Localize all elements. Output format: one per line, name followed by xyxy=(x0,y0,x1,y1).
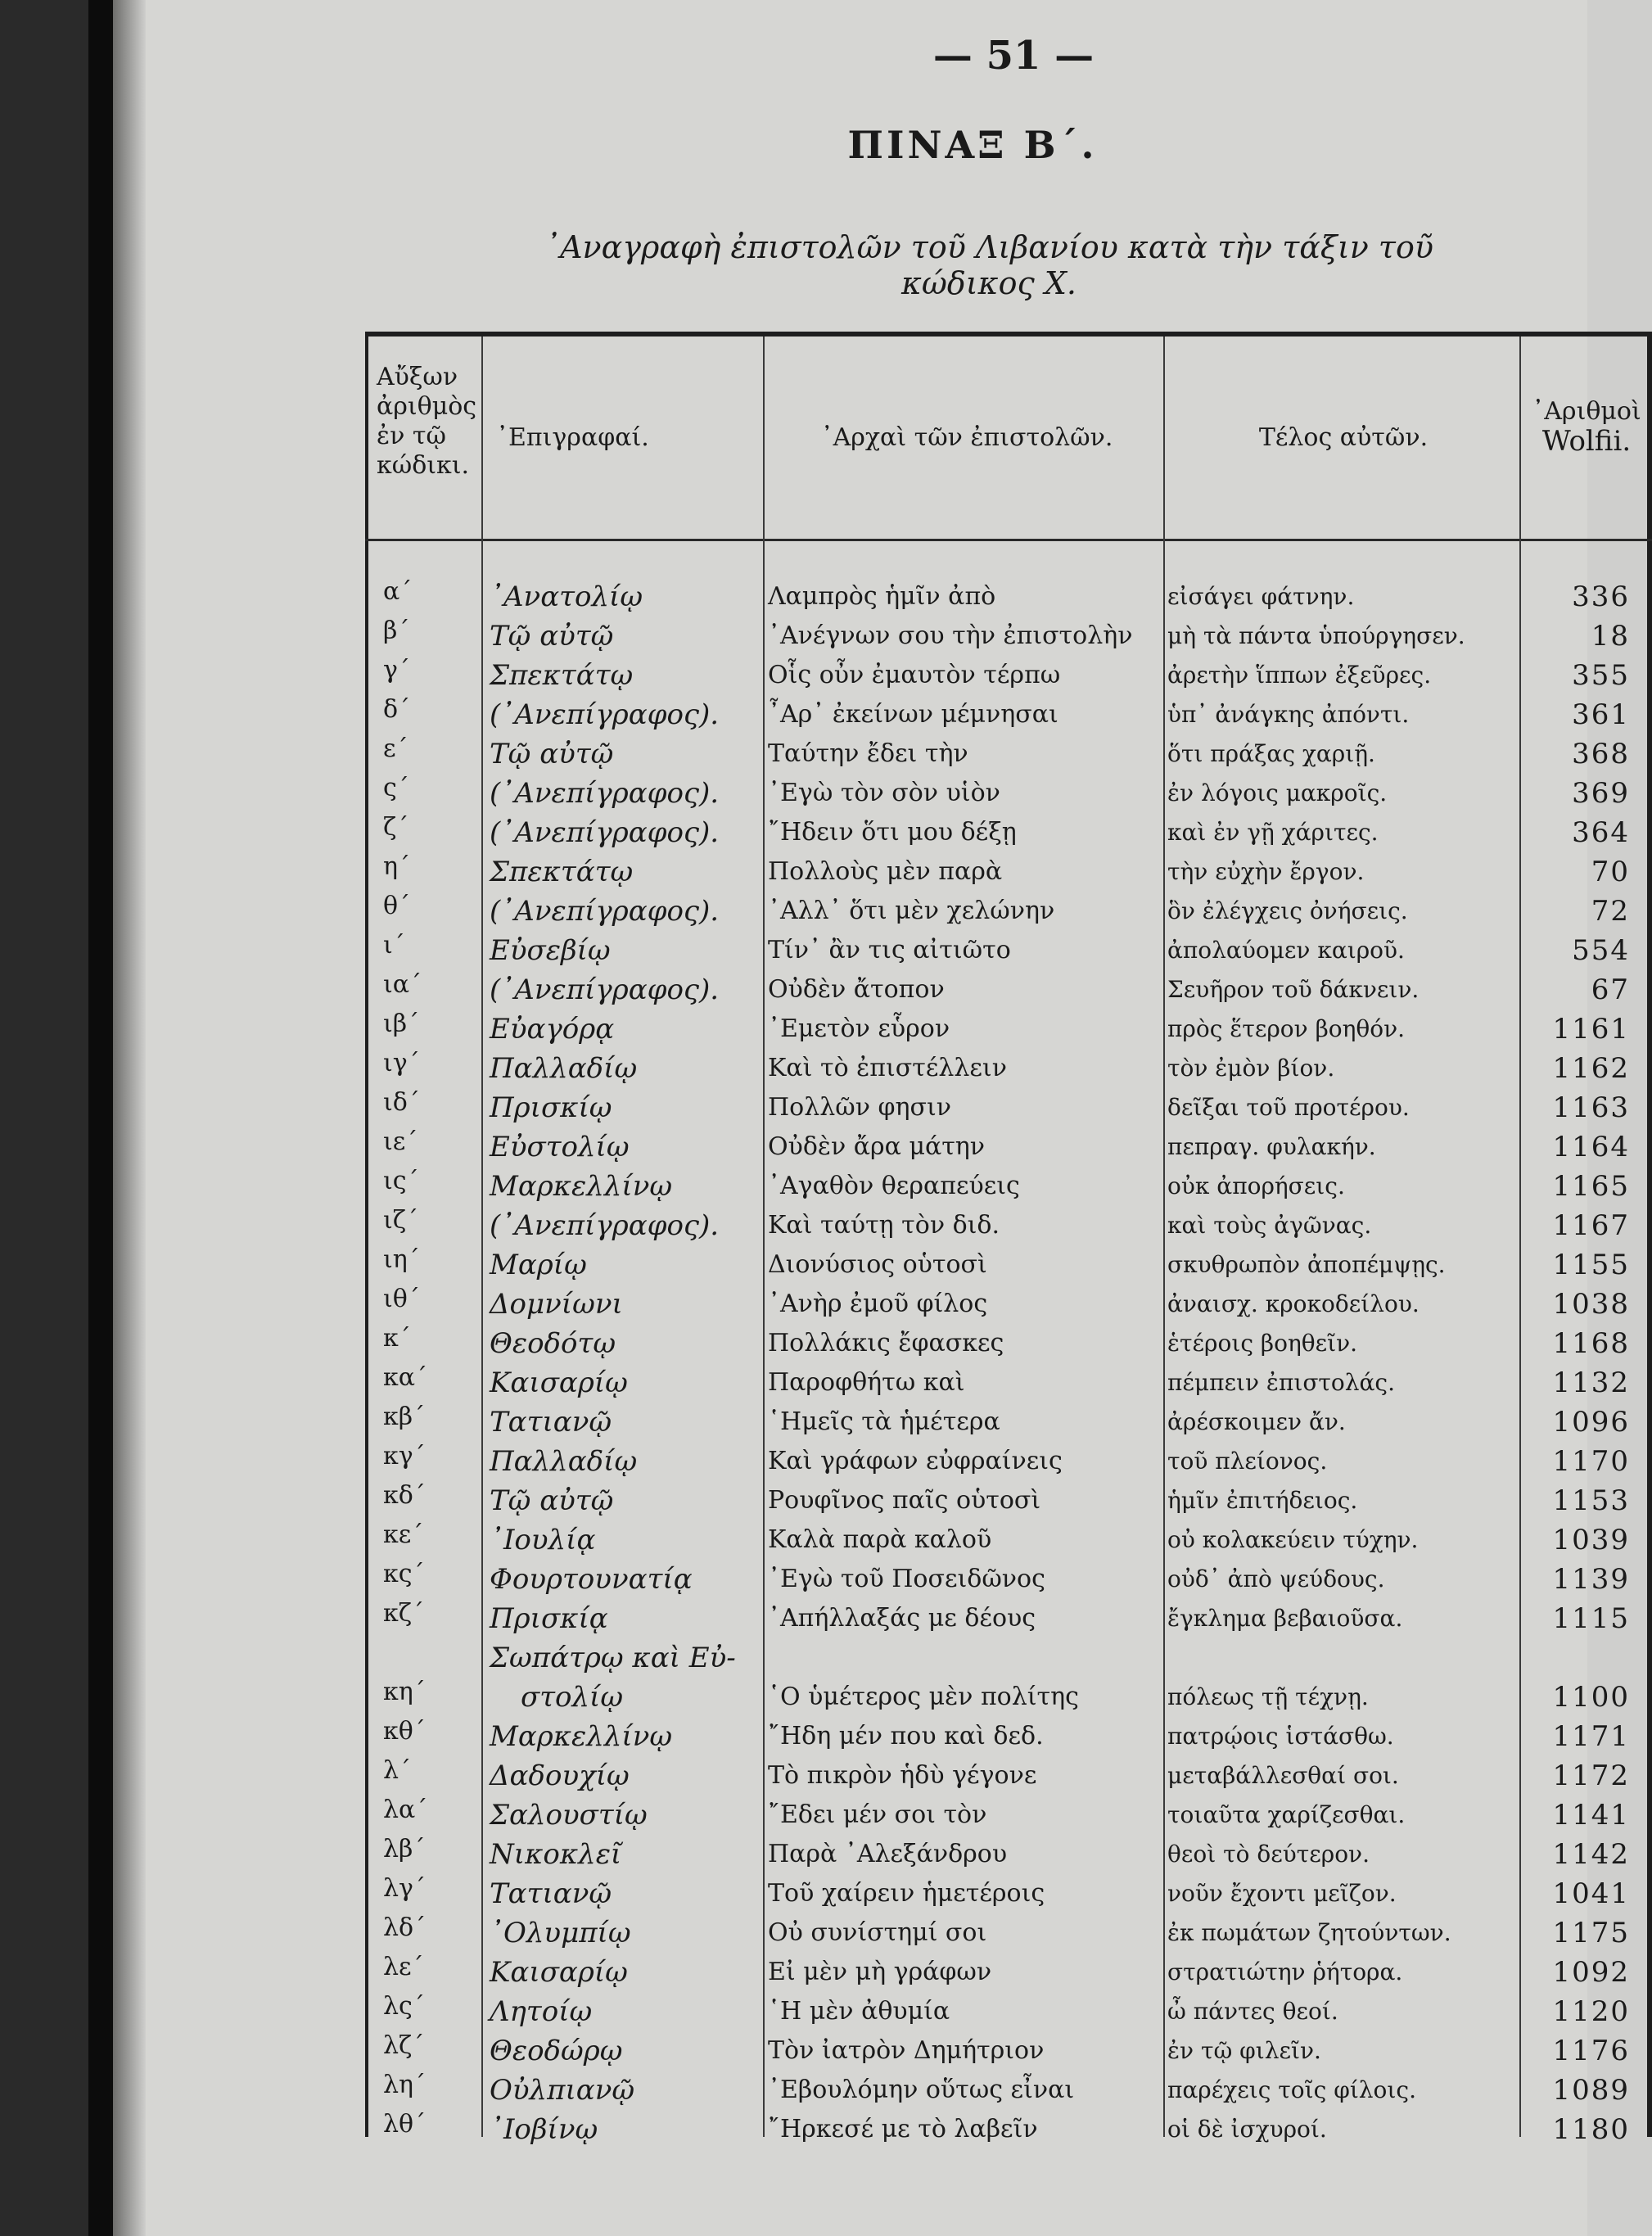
header-serial-line: ἐν τῷ xyxy=(377,422,446,450)
row-end: μεταβάλλεσθαί σοι. xyxy=(1167,1762,1399,1789)
table-row xyxy=(365,1206,1652,1245)
row-address: Εὐαγόρᾳ xyxy=(490,1013,615,1046)
row-start: Οὐδὲν ἄτοπον xyxy=(768,975,945,1004)
table-row xyxy=(365,2071,1652,2110)
header-end: Τέλος αὐτῶν. xyxy=(1258,423,1429,452)
header-wolf-line2: Wolfii. xyxy=(1541,425,1632,458)
row-start: ῾Η μὲν ἀθυμία xyxy=(768,1997,950,2026)
row-serial-number: κδ΄ xyxy=(383,1481,426,1510)
row-serial-number: ζ΄ xyxy=(383,813,409,842)
row-address: Μαρκελλίνῳ xyxy=(490,1170,673,1203)
table-row xyxy=(365,1953,1652,1992)
row-start: Ρουφῖνος παῖς οὑτοσὶ xyxy=(768,1486,1041,1515)
row-end: οἱ δὲ ἰσχυροί. xyxy=(1167,2116,1327,2143)
row-serial-number: ιη΄ xyxy=(383,1245,420,1274)
row-serial-number: ιβ΄ xyxy=(383,1010,420,1038)
row-wolf-number: 1162 xyxy=(1552,1052,1630,1085)
row-end: πρὸς ἕτερον βοηθόν. xyxy=(1167,1015,1406,1042)
row-address: (᾿Ανεπίγραφος). xyxy=(490,698,720,731)
row-wolf-number: 1039 xyxy=(1552,1524,1630,1556)
table-row xyxy=(365,656,1652,695)
table-row xyxy=(365,1599,1652,1638)
table-row xyxy=(365,1010,1652,1049)
row-wolf-number: 1153 xyxy=(1552,1484,1630,1517)
row-address: Παλλαδίῳ xyxy=(490,1445,638,1478)
row-end: πέμπειν ἐπιστολάς. xyxy=(1167,1369,1396,1396)
table-row xyxy=(365,852,1652,892)
table-row xyxy=(365,1285,1652,1324)
row-address: Παλλαδίῳ xyxy=(490,1052,638,1085)
row-wolf-number: 1170 xyxy=(1552,1445,1630,1478)
row-serial-number: λδ΄ xyxy=(383,1913,427,1942)
row-address: (᾿Ανεπίγραφος). xyxy=(490,777,720,810)
row-end: ἡμῖν ἐπιτήδειος. xyxy=(1167,1487,1358,1514)
row-address-continued: στολίῳ xyxy=(521,1681,624,1714)
row-address: (᾿Ανεπίγραφος). xyxy=(490,1209,720,1242)
row-address: Πρισκίᾳ xyxy=(490,1602,608,1635)
row-serial-number: λε΄ xyxy=(383,1953,424,1981)
table-border-top xyxy=(365,332,1652,337)
page-subtitle: ᾿Αναγραφὴ ἐπιστολῶν τοῦ Λιβανίου κατὰ τὴν τάξιν τοῦ κώδικος X. xyxy=(544,229,1433,301)
row-serial-number: λ΄ xyxy=(383,1756,412,1785)
row-wolf-number: 369 xyxy=(1572,777,1630,810)
table-row xyxy=(365,1756,1652,1796)
row-start: ᾿Αλλ᾿ ὅτι μὲν χελώνην xyxy=(768,897,1055,925)
table-row xyxy=(365,1403,1652,1442)
row-wolf-number: 1089 xyxy=(1552,2074,1630,2107)
row-wolf-number: 1096 xyxy=(1552,1406,1630,1439)
header-wolf-line1: ᾿Αριθμοὶ xyxy=(1532,397,1641,426)
row-end: πατρῴοις ἱστάσθω. xyxy=(1167,1723,1394,1750)
row-wolf-number: 1171 xyxy=(1552,1720,1630,1753)
row-address: Μαρίῳ xyxy=(490,1249,587,1281)
row-end: ὑπ᾿ ἀνάγκης ἀπόντι. xyxy=(1167,701,1410,728)
row-start: Καὶ ταύτῃ τὸν διδ. xyxy=(768,1211,1000,1240)
row-start: ᾿Εμετὸν εὗρον xyxy=(768,1014,950,1043)
row-wolf-number: 364 xyxy=(1572,816,1630,849)
table-row xyxy=(365,695,1652,734)
row-start: Καὶ γράφων εὐφραίνεις xyxy=(768,1447,1063,1475)
table-row xyxy=(365,1127,1652,1167)
row-serial-number: η΄ xyxy=(383,852,410,881)
row-address: Λητοίῳ xyxy=(490,1995,593,2028)
row-start: ᾿Εγὼ τοῦ Ποσειδῶνος xyxy=(768,1565,1045,1593)
row-wolf-number: 336 xyxy=(1572,580,1630,613)
row-end: εἰσάγει φάτνην. xyxy=(1167,583,1355,610)
table-row xyxy=(365,2031,1652,2071)
row-address: (᾿Ανεπίγραφος). xyxy=(490,816,720,849)
row-serial-number: ιδ΄ xyxy=(383,1088,420,1117)
row-wolf-number: 1115 xyxy=(1552,1602,1630,1635)
row-start: ῎Ηρκεσέ με τὸ λαβεῖν xyxy=(768,2115,1038,2143)
row-wolf-number: 1132 xyxy=(1552,1366,1630,1399)
row-end: παρέχεις τοῖς φίλοις. xyxy=(1167,2076,1416,2103)
table-row xyxy=(365,1913,1652,1953)
row-serial-number: ια΄ xyxy=(383,970,422,999)
row-end: οὐ κολακεύειν τύχην. xyxy=(1167,1526,1419,1553)
row-end: σκυθρωπὸν ἀποπέμψῃς. xyxy=(1167,1251,1446,1278)
row-wolf-number: 1100 xyxy=(1552,1681,1630,1714)
row-serial-number: λζ΄ xyxy=(383,2031,425,2060)
row-wolf-number: 67 xyxy=(1591,973,1630,1006)
row-serial-number: ιε΄ xyxy=(383,1127,418,1156)
row-start: Διονύσιος οὑτοσὶ xyxy=(768,1250,987,1279)
row-wolf-number: 18 xyxy=(1591,620,1630,653)
row-end: Σευῆρον τοῦ δάκνειν. xyxy=(1167,976,1420,1003)
row-address: Τῷ αὐτῷ xyxy=(490,620,614,653)
row-end: δεῖξαι τοῦ προτέρου. xyxy=(1167,1094,1410,1121)
row-wolf-number: 1164 xyxy=(1552,1131,1630,1163)
row-end: καὶ ἐν γῇ χάριτες. xyxy=(1167,819,1379,846)
row-start: Τὸν ἰατρὸν Δημήτριον xyxy=(768,2036,1045,2065)
table-row xyxy=(365,1520,1652,1560)
table-row xyxy=(365,1638,1652,1717)
row-serial-number: θ΄ xyxy=(383,892,411,920)
row-serial-number: κς΄ xyxy=(383,1560,425,1588)
row-wolf-number: 1176 xyxy=(1552,2035,1630,2067)
table-row xyxy=(365,577,1652,617)
row-end: καὶ τοὺς ἀγῶνας. xyxy=(1167,1212,1372,1239)
row-wolf-number: 1139 xyxy=(1552,1563,1630,1596)
letters-table xyxy=(365,332,1652,2146)
table-row xyxy=(365,1796,1652,1835)
row-serial-number: κ΄ xyxy=(383,1324,411,1353)
row-address: (᾿Ανεπίγραφος). xyxy=(490,973,720,1006)
row-wolf-number: 1163 xyxy=(1552,1091,1630,1124)
header-address: ᾿Επιγραφαί. xyxy=(496,423,649,452)
table-row xyxy=(365,1363,1652,1403)
row-end: ἀρέσκοιμεν ἄν. xyxy=(1167,1408,1346,1435)
row-serial-number: β΄ xyxy=(383,617,410,645)
row-address: ᾿Ολυμπίῳ xyxy=(490,1917,631,1949)
row-wolf-number: 355 xyxy=(1572,659,1630,692)
header-wolf xyxy=(1526,397,1647,456)
row-start: Οὐ συνίστημί σοι xyxy=(768,1918,987,1947)
row-address: Εὐσεβίῳ xyxy=(490,934,611,967)
header-serial-line: Αὔξων xyxy=(377,363,458,391)
document-page xyxy=(146,0,1641,2236)
table-row xyxy=(365,1167,1652,1206)
row-serial-number: κγ΄ xyxy=(383,1442,426,1470)
row-address: Σωπάτρῳ καὶ Εὐ- xyxy=(490,1642,736,1674)
table-row xyxy=(365,1049,1652,1088)
table-row xyxy=(365,734,1652,774)
header-start: ᾿Αρχαὶ τῶν ἐπιστολῶν. xyxy=(820,423,1113,452)
row-end: ὅτι πράξας χαριῇ. xyxy=(1167,740,1375,767)
table-row xyxy=(365,1245,1652,1285)
header-divider xyxy=(365,539,1652,541)
row-wolf-number: 1172 xyxy=(1552,1759,1630,1792)
row-address: Νικοκλεῖ xyxy=(490,1838,622,1871)
table-row xyxy=(365,1717,1652,1756)
row-address: Τῷ αὐτῷ xyxy=(490,738,614,770)
row-end: τοιαῦτα χαρίζεσθαι. xyxy=(1167,1801,1406,1828)
row-serial-number: κβ΄ xyxy=(383,1403,426,1431)
row-serial-number: ιθ΄ xyxy=(383,1285,420,1313)
row-start: Τίν᾿ ἂν τις αἰτιῶτο xyxy=(768,936,1011,964)
table-row xyxy=(365,774,1652,813)
row-address: Θεοδώρῳ xyxy=(490,2035,623,2067)
row-end: ἔγκλημα βεβαιοῦσα. xyxy=(1167,1605,1403,1632)
row-serial-number: ς΄ xyxy=(383,774,409,802)
table-row xyxy=(365,970,1652,1010)
row-address: Σπεκτάτῳ xyxy=(490,856,634,888)
row-wolf-number: 1142 xyxy=(1552,1838,1630,1871)
table-row xyxy=(365,1560,1652,1599)
row-wolf-number: 1180 xyxy=(1552,2113,1630,2146)
table-body xyxy=(365,577,1652,2149)
row-serial-number: λς΄ xyxy=(383,1992,425,2021)
row-wolf-number: 1167 xyxy=(1552,1209,1630,1242)
header-serial-line: ἀριθμὸς xyxy=(377,392,477,421)
table-row xyxy=(365,892,1652,931)
row-start: ᾿Ανέγνων σου τὴν ἐπιστολὴν xyxy=(768,621,1133,650)
table-row xyxy=(365,1874,1652,1913)
row-start: ῎Ηδειν ὅτι μου δέξῃ xyxy=(768,818,1017,847)
row-end: οὐκ ἀπορήσεις. xyxy=(1167,1172,1345,1199)
row-end: ἐν τῷ φιλεῖν. xyxy=(1167,2037,1321,2064)
row-start: Παρὰ ᾿Αλεξάνδρου xyxy=(768,1840,1008,1868)
row-wolf-number: 368 xyxy=(1572,738,1630,770)
row-start: ᾿Ανὴρ ἐμοῦ φίλος xyxy=(768,1290,988,1318)
row-start: Καὶ τὸ ἐπιστέλλειν xyxy=(768,1054,1007,1082)
row-address: Δαδουχίῳ xyxy=(490,1759,630,1792)
row-address: Φουρτουνατίᾳ xyxy=(490,1563,693,1596)
table-row xyxy=(365,617,1652,656)
header-serial-number xyxy=(377,363,479,481)
row-start: Τὸ πικρὸν ἡδὺ γέγονε xyxy=(768,1761,1037,1790)
header-serial-line: κώδικι. xyxy=(377,451,470,480)
row-serial-number: κα΄ xyxy=(383,1363,428,1392)
row-address: Πρισκίῳ xyxy=(490,1091,612,1124)
row-end: μὴ τὰ πάντα ὑπούργησεν. xyxy=(1167,622,1465,649)
row-end: ἀναισχ. κροκοδείλου. xyxy=(1167,1290,1420,1317)
row-serial-number: ις΄ xyxy=(383,1167,419,1195)
table-row xyxy=(365,1442,1652,1481)
row-address: Εὐστολίῳ xyxy=(490,1131,630,1163)
row-end: στρατιώτην ῥήτορα. xyxy=(1167,1958,1403,1985)
page-title: ΠΙΝΑΞ Β΄. xyxy=(847,123,1098,167)
row-start: ᾿Εγὼ τὸν σὸν υἱὸν xyxy=(768,779,1000,807)
row-serial-number: κθ΄ xyxy=(383,1717,426,1746)
row-end: πεπραγ. φυλακήν. xyxy=(1167,1133,1376,1160)
row-serial-number: ιγ΄ xyxy=(383,1049,420,1077)
row-address: Τατιανῷ xyxy=(490,1877,612,1910)
row-address: Μαρκελλίνῳ xyxy=(490,1720,673,1753)
binding-shadow xyxy=(113,0,146,2236)
table-row xyxy=(365,1481,1652,1520)
row-wolf-number: 1092 xyxy=(1552,1956,1630,1989)
row-end: ἑτέροις βοηθεῖν. xyxy=(1167,1330,1357,1357)
table-row xyxy=(365,1324,1652,1363)
table-row xyxy=(365,1992,1652,2031)
row-start: ῾Ημεῖς τὰ ἡμέτερα xyxy=(768,1407,1000,1436)
table-row xyxy=(365,1835,1652,1874)
row-serial-number: α΄ xyxy=(383,577,413,606)
row-serial-number: λθ΄ xyxy=(383,2110,427,2139)
row-wolf-number: 1165 xyxy=(1552,1170,1630,1203)
row-serial-number: κζ΄ xyxy=(383,1599,425,1628)
row-serial-number: κη΄ xyxy=(383,1678,426,1706)
row-end: νοῦν ἔχοντι μεῖζον. xyxy=(1167,1880,1397,1907)
row-address: ᾿Ιουλίᾳ xyxy=(490,1524,596,1556)
row-start: Πολλοὺς μὲν παρὰ xyxy=(768,857,1003,886)
row-end: οὐδ᾿ ἀπὸ ψεύδους. xyxy=(1167,1565,1385,1592)
row-start: Ταύτην ἔδει τὴν xyxy=(768,739,968,768)
row-start: ῎Ηδη μέν που καὶ δεδ. xyxy=(768,1722,1044,1750)
row-wolf-number: 361 xyxy=(1572,698,1630,731)
row-wolf-number: 1041 xyxy=(1552,1877,1630,1910)
row-address: Τῷ αὐτῷ xyxy=(490,1484,614,1517)
row-wolf-number: 554 xyxy=(1572,934,1630,967)
row-wolf-number: 1161 xyxy=(1552,1013,1630,1046)
row-address: Σαλουστίῳ xyxy=(490,1799,648,1832)
row-end: ἐν λόγοις μακροῖς. xyxy=(1167,779,1388,806)
table-row xyxy=(365,813,1652,852)
binding-edge xyxy=(88,0,113,2236)
row-end: ὃν ἐλέγχεις ὀνήσεις. xyxy=(1167,897,1408,924)
row-end: τοῦ πλείονος. xyxy=(1167,1448,1328,1475)
table-row xyxy=(365,2110,1652,2149)
row-start: ῏Αρ᾿ ἐκείνων μέμνησαι xyxy=(768,700,1058,729)
row-start: Τοῦ χαίρειν ἡμετέροις xyxy=(768,1879,1045,1908)
row-wolf-number: 72 xyxy=(1591,895,1630,928)
row-wolf-number: 1141 xyxy=(1552,1799,1630,1832)
row-address: Σπεκτάτῳ xyxy=(490,659,634,692)
row-serial-number: γ΄ xyxy=(383,656,410,684)
row-end: ἐκ πωμάτων ζητούντων. xyxy=(1167,1919,1451,1946)
row-start: Πολλάκις ἔφασκες xyxy=(768,1329,1004,1357)
row-serial-number: λβ΄ xyxy=(383,1835,426,1863)
row-serial-number: ι΄ xyxy=(383,931,405,960)
page-number: — 51 — xyxy=(932,33,1095,79)
row-serial-number: κε΄ xyxy=(383,1520,424,1549)
row-wolf-number: 70 xyxy=(1591,856,1630,888)
row-address: Καισαρίῳ xyxy=(490,1366,628,1399)
row-end: τὸν ἐμὸν βίον. xyxy=(1167,1055,1335,1082)
row-end: πόλεως τῇ τέχνῃ. xyxy=(1167,1683,1369,1710)
row-wolf-number: 1175 xyxy=(1552,1917,1630,1949)
row-wolf-number: 1168 xyxy=(1552,1327,1630,1360)
row-serial-number: ιζ΄ xyxy=(383,1206,419,1235)
row-start: Καλὰ παρὰ καλοῦ xyxy=(768,1525,992,1554)
row-start: Λαμπρὸς ἡμῖν ἀπὸ xyxy=(768,582,996,611)
row-serial-number: λα΄ xyxy=(383,1796,428,1824)
row-address: (᾿Ανεπίγραφος). xyxy=(490,895,720,928)
row-start: Οὐδὲν ἄρα μάτην xyxy=(768,1132,986,1161)
row-start: ῾Ο ὑμέτερος μὲν πολίτης xyxy=(768,1683,1079,1711)
row-start: ᾿Αγαθὸν θεραπεύεις xyxy=(768,1172,1020,1200)
table-row xyxy=(365,931,1652,970)
row-wolf-number: 1038 xyxy=(1552,1288,1630,1321)
row-end: τὴν εὐχὴν ἔργον. xyxy=(1167,858,1365,885)
row-wolf-number: 1155 xyxy=(1552,1249,1630,1281)
row-address: Θεοδότῳ xyxy=(490,1327,616,1360)
row-start: Πολλῶν φησιν xyxy=(768,1093,951,1122)
row-serial-number: δ΄ xyxy=(383,695,411,724)
row-address: Καισαρίῳ xyxy=(490,1956,628,1989)
row-end: ὦ πάντες θεοί. xyxy=(1167,1998,1338,2025)
row-address: Δομνίωνι xyxy=(490,1288,623,1321)
row-start: ᾿Απήλλαξάς με δέους xyxy=(768,1604,1036,1633)
row-end: ἀρετὴν ἵππων ἐξεῦρες. xyxy=(1167,662,1432,689)
row-end: ἀπολαύομεν καιροῦ. xyxy=(1167,937,1405,964)
row-serial-number: λγ΄ xyxy=(383,1874,426,1903)
row-start: ᾿Εβουλόμην οὕτως εἶναι xyxy=(768,2076,1075,2104)
row-start: Οἷς οὖν ἐμαυτὸν τέρπω xyxy=(768,661,1061,689)
row-address: Τατιανῷ xyxy=(490,1406,612,1439)
row-start: Εἰ μὲν μὴ γράφων xyxy=(768,1958,992,1986)
row-address: ᾿Ανατολίῳ xyxy=(490,580,643,613)
row-start: ῎Εδει μέν σοι τὸν xyxy=(768,1800,987,1829)
row-serial-number: λη΄ xyxy=(383,2071,426,2099)
row-serial-number: ε΄ xyxy=(383,734,408,763)
row-address: Οὐλπιανῷ xyxy=(490,2074,635,2107)
row-wolf-number: 1120 xyxy=(1552,1995,1630,2028)
table-row xyxy=(365,1088,1652,1127)
row-address: ᾿Ιοβίνῳ xyxy=(490,2113,598,2146)
row-start: Παροφθήτω καὶ xyxy=(768,1368,965,1397)
row-end: θεοὶ τὸ δεύτερον. xyxy=(1167,1841,1370,1868)
